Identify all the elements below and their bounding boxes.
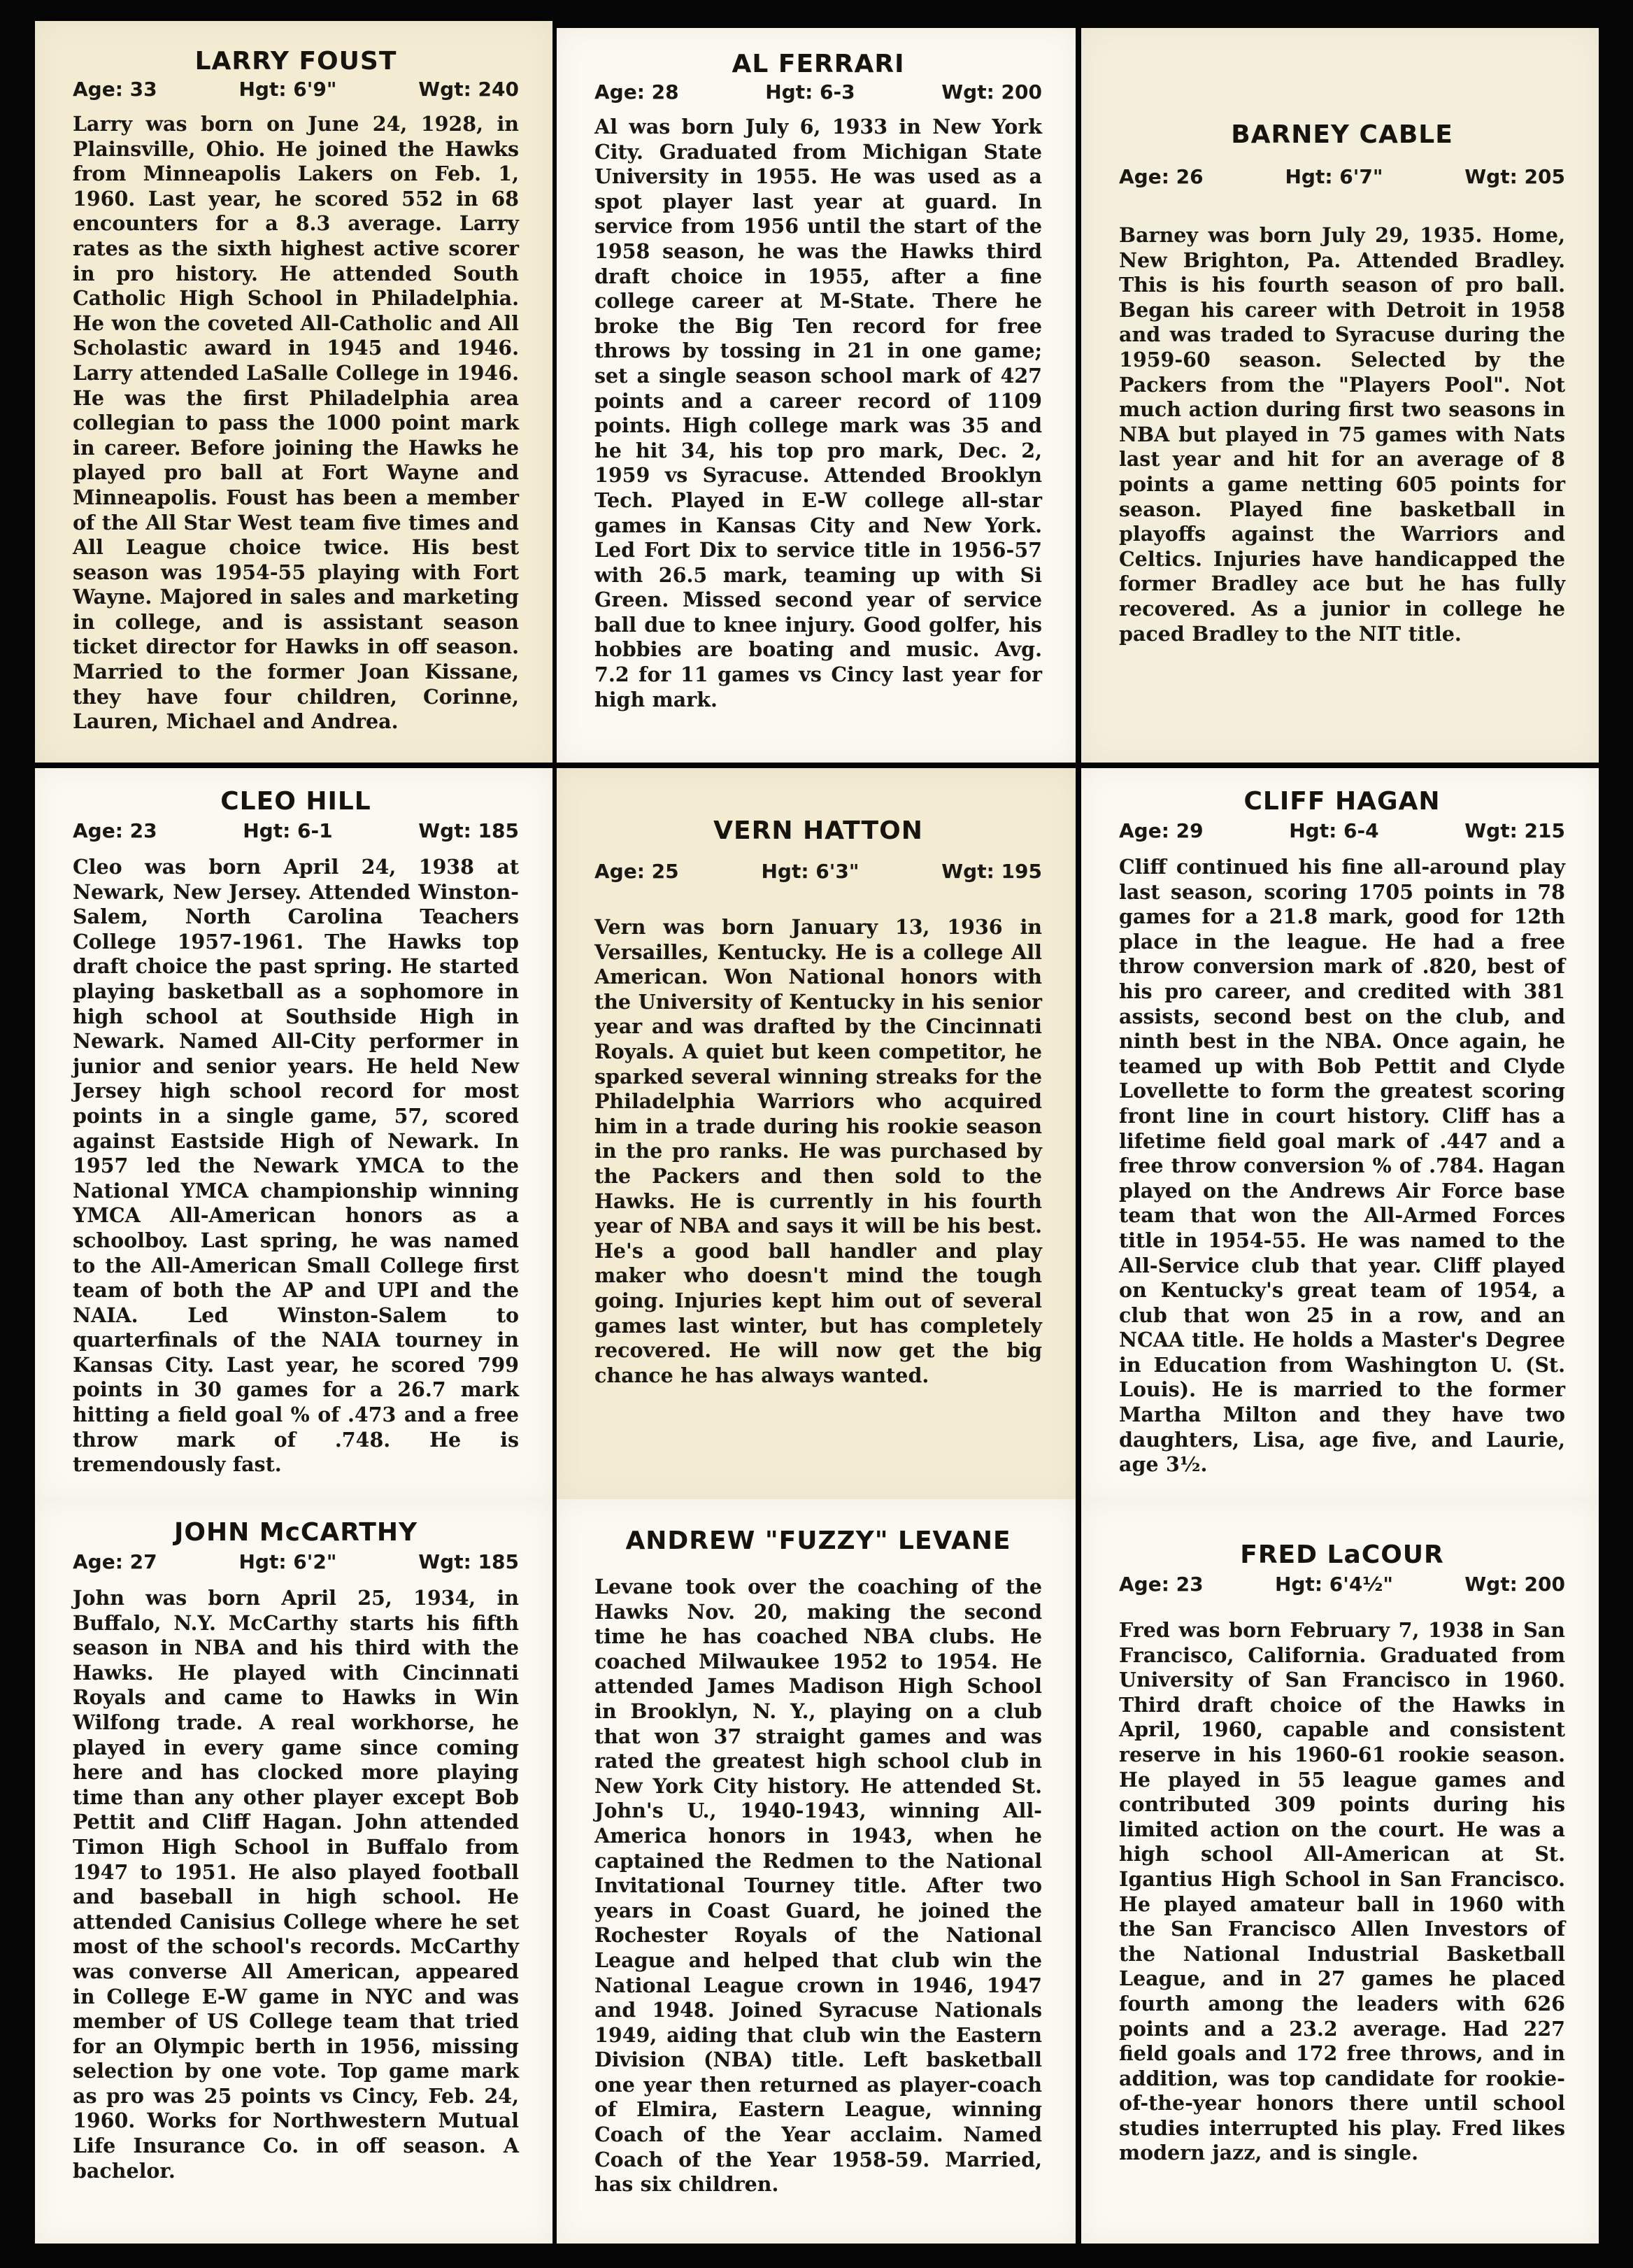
card-age: Age: 23 [73, 819, 157, 842]
card-age: Age: 23 [1119, 1573, 1204, 1596]
card-height: Hgt: 6'7" [1285, 165, 1383, 188]
card-al-ferrari [557, 28, 1076, 763]
card-bio: Fred was born February 7, 1938 in San Francisco, California. Graduated from University of San Francisco in 1960. Third draft choice of the Hawks in April, 1960, capable and consistent reserve in his 1960-61 rookie season. He played in 55 league games and contributed 309 points during his limited action on the court. He was a high school All-American at St. Igantius High School in San Francisco. He played amateur ball in 1960 with the San Francisco Allen Investors of the National Industrial Basketball League, and in 27 games he placed fourth among the leaders with 626 points and a 23.2 average. Had 227 field goals and 172 free throws, and in addition, was top candidate for rookie-of-the-year honors there until school studies interrupted his play. Fred likes modern jazz, and is single. [1119, 1618, 1565, 2165]
card-bio: Barney was born July 29, 1935. Home, New Brighton, Pa. Attended Bradley. This is his fourth season of pro ball. Began his career with Detroit in 1958 and was traded to Syracuse during the 1959-60 season. Selected by the Packers from the "Players Pool". Not much action during first two seasons in NBA but played in 75 games with Nats last year and hit for an average of 8 points a game netting 605 points for season. Played fine basketball in playoffs against the Warriors and Celtics. Injuries have handicapped the former Bradley ace but he has fully recovered. As a junior in college he paced Bradley to the NIT title. [1119, 223, 1565, 646]
card-fred-lacour [1081, 1499, 1599, 2244]
card-fuzzy-levane [557, 1499, 1076, 2244]
card-bio: Vern was born January 13, 1936 in Versailles, Kentucky. He is a college All American. Won National honors with the University of Kentucky in his senior year and was drafted by the Cincinnati Royals. A quiet but keen competitor, he sparked several winning streaks for the Philadelphia Warriors who acquired him in a trade during his rookie season in the pro ranks. He was purchased by the Packers and then sold to the Hawks. He is currently in his fourth year of NBA and says it will be his best. He's a good ball handler and play maker who doesn't mind the tough going. Injuries kept him out of several games last winter, but has completely recovered. He will now get the big chance he has always wanted. [594, 915, 1042, 1387]
card-stats [1119, 821, 1565, 841]
card-player-name: FRED LaCOUR [1240, 1540, 1444, 1569]
card-height: Hgt: 6-3 [765, 80, 855, 104]
card-weight: Wgt: 185 [418, 1550, 519, 1573]
card-bio: John was born April 25, 1934, in Buffalo, N.Y. McCarthy starts his fifth season in NBA and his third with the Hawks. He played with Cincinnati Royals and came to Hawks in Win Wilfong trade. A real workhorse, he played in every game since coming here and has clocked more playing time than any other player except Bob Pettit and Cliff Hagan. John attended Timon High School in Buffalo from 1947 to 1951. He also played football and baseball in high school. He attended Canisius College where he set most of the school's records. McCarthy was converse All American, appeared in College E-W game in NYC and was member of US College team that tried for an Olympic berth in 1956, missing selection by one vote. Top game mark as pro was 25 points vs Cincy, Feb. 24, 1960. Works for Northwestern Mutual Life Insurance Co. in off season. A bachelor. [73, 1586, 519, 2183]
card-player-name: CLEO HILL [220, 787, 371, 816]
card-player-name: BARNEY CABLE [1231, 120, 1453, 149]
card-height: Hgt: 6'3" [761, 860, 860, 883]
card-age: Age: 28 [594, 80, 679, 104]
card-larry-foust [35, 21, 552, 763]
card-weight: Wgt: 215 [1464, 819, 1565, 842]
card-weight: Wgt: 205 [1464, 165, 1565, 188]
card-stats [1119, 167, 1565, 187]
card-player-name: JOHN McCARTHY [173, 1518, 418, 1547]
card-weight: Wgt: 185 [418, 819, 519, 842]
card-bio: Larry was born on June 24, 1928, in Plainsville, Ohio. He joined the Hawks from Minneapolis Lakers on Feb. 1, 1960. Last year, he scored 552 in 68 encounters for a 8.3 average. Larry rates as the sixth highest active scorer in pro history. He attended South Catholic High School in Philadelphia. He won the coveted All-Catholic and All Scholastic award in 1945 and 1946. Larry attended LaSalle College in 1946. He was the first Philadelphia area collegian to pass the 1000 point mark in career. Before joining the Hawks he played pro ball at Fort Wayne and Minneapolis. Foust has been a member of the All Star West team five times and All League choice twice. His best season was 1954-55 playing with Fort Wayne. Majored in sales and marketing in college, and is assistant season ticket director for Hawks in off season. Married to the former Joan Kissane, they have four children, Corinne, Lauren, Michael and Andrea. [73, 112, 519, 734]
card-weight: Wgt: 195 [941, 860, 1042, 883]
card-stats [73, 821, 519, 841]
card-player-name: LARRY FOUST [194, 47, 397, 76]
card-stats [1119, 1575, 1565, 1594]
card-age: Age: 29 [1119, 819, 1204, 842]
card-weight: Wgt: 200 [941, 80, 1042, 104]
card-age: Age: 26 [1119, 165, 1204, 188]
card-stats [73, 80, 519, 99]
card-stats [73, 1552, 519, 1572]
card-bio: Cleo was born April 24, 1938 at Newark, New Jersey. Attended Winston-Salem, North Carolina Teachers College 1957-1961. The Hawks top draft choice the past spring. He started playing basketball as a sophomore in high school at Southside High in Newark. Named All-City performer in junior and senior years. He held New Jersey high school record for most points in a single game, 57, scored against Eastside High of Newark. In 1957 led the Newark YMCA to the National YMCA championship winning YMCA All-American honors as a schoolboy. Last spring, he was named to the All-American Small College first team of both the AP and UPI and the NAIA. Led Winston-Salem to quarterfinals of the NAIA tourney in Kansas City. Last year, he scored 799 points in 30 games for a 26.7 mark hitting a field goal % of .473 and a free throw mark of .748. He is tremendously fast. [73, 855, 519, 1477]
card-john-mccarthy [35, 1499, 552, 2244]
card-height: Hgt: 6-1 [243, 819, 333, 842]
card-player-name: CLIFF HAGAN [1243, 787, 1441, 816]
card-age: Age: 27 [73, 1550, 157, 1573]
card-vern-hatton [557, 768, 1076, 1503]
card-player-name: AL FERRARI [732, 50, 905, 78]
card-bio: Levane took over the coaching of the Hawks Nov. 20, making the second time he has coached NBA clubs. He coached Milwaukee 1952 to 1954. He attended James Madison High School in Brooklyn, N. Y., playing on a club that won 37 straight games and was rated the greatest high school club in New York City history. He attended St. John's U., 1940-1943, winning All-America honors in 1943, when he captained the Redmen to the National Invitational Tourney title. After two years in Coast Guard, he joined the Rochester Royals of the National League and helped that club win the National League crown in 1946, 1947 and 1948. Joined Syracuse Nationals 1949, aiding that club win the Eastern Division (NBA) title. Left basketball one year then returned as player-coach of Elmira, Eastern League, winning Coach of the Year acclaim. Named Coach of the Year 1958-59. Married, has six children. [594, 1575, 1042, 2197]
card-stats [594, 80, 1042, 104]
card-player-name: VERN HATTON [713, 816, 923, 845]
card-cliff-hagan [1081, 768, 1599, 1503]
card-height: Hgt: 6'2" [238, 1550, 337, 1573]
card-height: Hgt: 6'4½" [1274, 1573, 1393, 1596]
card-barney-cable [1081, 28, 1599, 763]
card-cleo-hill [35, 768, 552, 1503]
card-weight: Wgt: 240 [418, 78, 519, 101]
card-age: Age: 33 [73, 78, 157, 101]
card-stats [594, 862, 1042, 881]
card-weight: Wgt: 200 [1464, 1573, 1565, 1596]
card-bio: Cliff continued his fine all-around play last season, scoring 1705 points in 78 games for a 21.8 mark, good for 12th place in the league. He had a free throw conversion mark of .820, best of his pro career, and credited with 381 assists, second best on the club, and ninth best in the NBA. Once again, he teamed up with Bob Pettit and Clyde Lovellette to form the greatest scoring front line in court history. Cliff has a lifetime field goal mark of .447 and a free throw conversion % of .784. Hagan played on the Andrews Air Force base team that won the All-Armed Forces title in 1954-55. He was named to the All-Service club that year. Cliff played on Kentucky's great team of 1954, a club that won 25 in a row, and an NCAA title. He holds a Master's Degree in Education from Washington U. (St. Louis). He is married to the former Martha Milton and they have two daughters, Lisa, age five, and Laurie, age 3½. [1119, 855, 1565, 1477]
card-bio: Al was born July 6, 1933 in New York City. Graduated from Michigan State University in 1955. He was used as a spot player last year at guard. In service from 1956 until the start of the 1958 season, he was the Hawks third draft choice in 1955, after a fine college career at M-State. There he broke the Big Ten record for free throws by tossing in 21 in one game; set a single season school mark of 427 points and a career record of 1109 points. High college mark was 35 and he hit 34, his top pro mark, Dec. 2, 1959 vs Syracuse. Attended Brooklyn Tech. Played in E-W college all-star games in Kansas City and New York. Led Fort Dix to service title in 1956-57 with 26.5 mark, teaming up with Si Green. Missed second year of service ball due to knee injury. Good golfer, his hobbies are boating and music. Avg. 7.2 for 11 games vs Cincy last year for high mark. [594, 115, 1042, 711]
card-height: Hgt: 6'9" [238, 78, 337, 101]
card-height: Hgt: 6-4 [1289, 819, 1379, 842]
card-age: Age: 25 [594, 860, 679, 883]
card-player-name: ANDREW "FUZZY" LEVANE [625, 1526, 1011, 1555]
